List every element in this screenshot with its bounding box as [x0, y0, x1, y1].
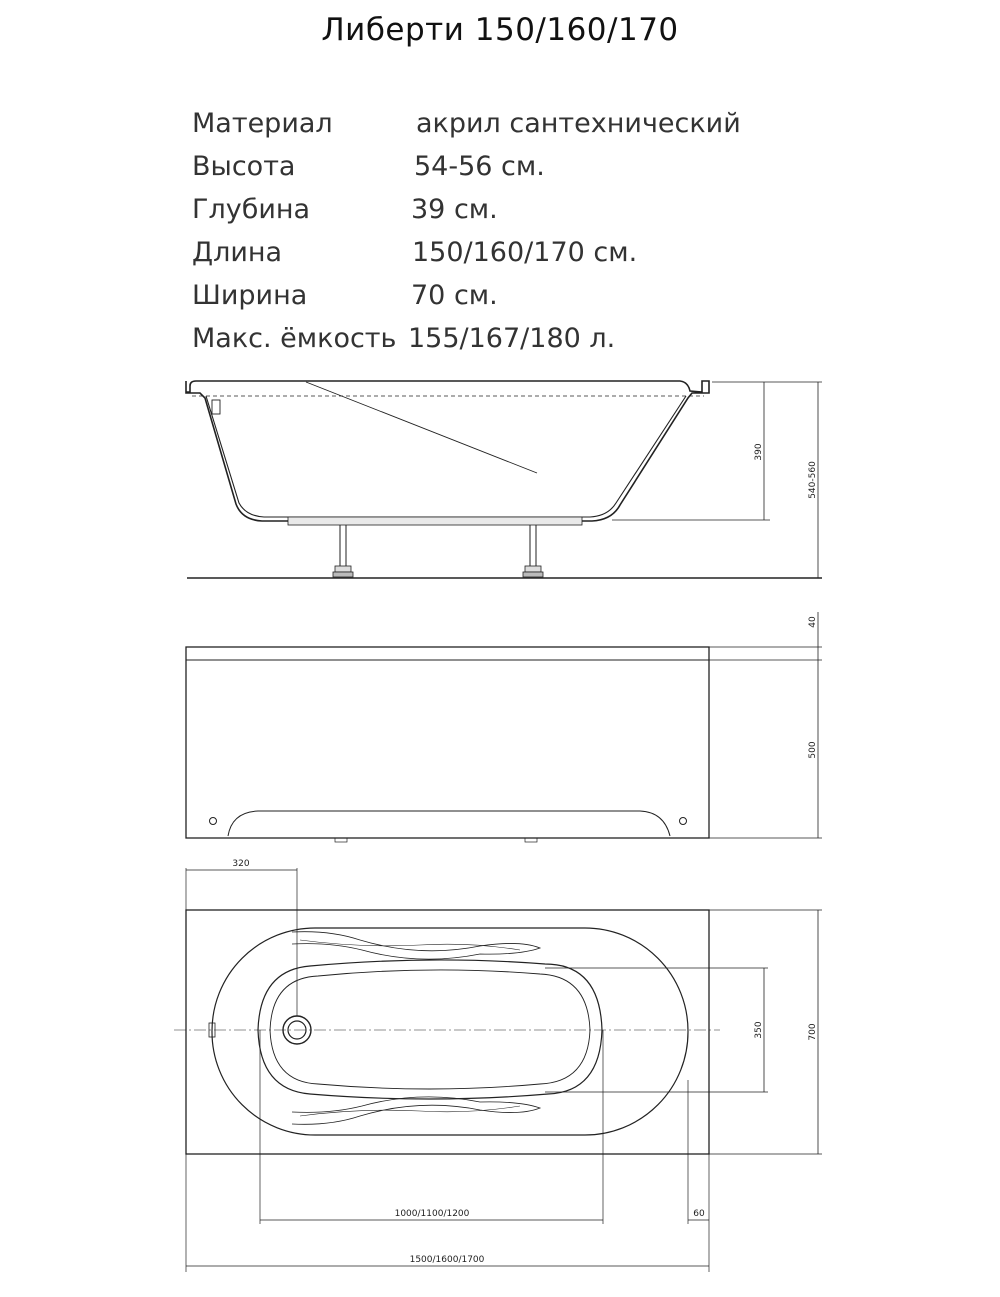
spec-label: Макс. ёмкость — [192, 323, 397, 354]
bowl-outer-contour — [258, 960, 602, 1099]
top-view — [174, 868, 822, 1272]
spec-label: Высота — [192, 151, 296, 182]
side-section-view — [186, 381, 822, 578]
tub-inner-shell — [206, 396, 686, 517]
dim-label-inner-width: 350 — [754, 1021, 764, 1039]
dim-label-outer-length: 1500/1600/1700 — [409, 1255, 485, 1265]
dim-label-rim: 40 — [808, 616, 818, 628]
bowl-inner-contour — [270, 970, 590, 1089]
spec-value: 39 см. — [411, 194, 498, 225]
dim-label-total-height: 540-560 — [808, 461, 818, 499]
spec-label: Длина — [192, 237, 283, 268]
spec-value: акрил сантехнический — [416, 108, 741, 139]
frame-plate — [288, 517, 582, 525]
panel-screw-left — [210, 818, 217, 825]
panel-outline — [186, 647, 709, 838]
dim-label-outer-width: 700 — [808, 1023, 818, 1041]
dim-label-inner-length: 1000/1100/1200 — [394, 1209, 470, 1219]
dim-label-drain-offset: 320 — [232, 859, 250, 869]
overflow-outlet — [212, 400, 220, 414]
dim-label-panel-height: 500 — [808, 741, 818, 759]
top-outline — [186, 910, 709, 1154]
tub-outer-shell — [186, 381, 709, 521]
panel-screw-right — [680, 818, 687, 825]
spec-label: Глубина — [192, 194, 311, 225]
dim-label-edge-offset: 60 — [693, 1209, 705, 1219]
spec-label: Ширина — [192, 280, 308, 311]
spec-value: 70 см. — [411, 280, 498, 311]
panel-bottom-cutout — [228, 811, 670, 836]
spec-value: 54-56 см. — [414, 151, 545, 182]
dim-label-depth: 390 — [754, 443, 764, 461]
front-panel-view — [186, 612, 822, 842]
spec-value: 155/167/180 л. — [408, 323, 616, 354]
leg-right — [523, 525, 543, 577]
spec-label: Материал — [192, 108, 333, 139]
page-title: Либерти 150/160/170 — [321, 12, 679, 48]
spec-value: 150/160/170 см. — [412, 237, 638, 268]
leg-left — [333, 525, 353, 577]
